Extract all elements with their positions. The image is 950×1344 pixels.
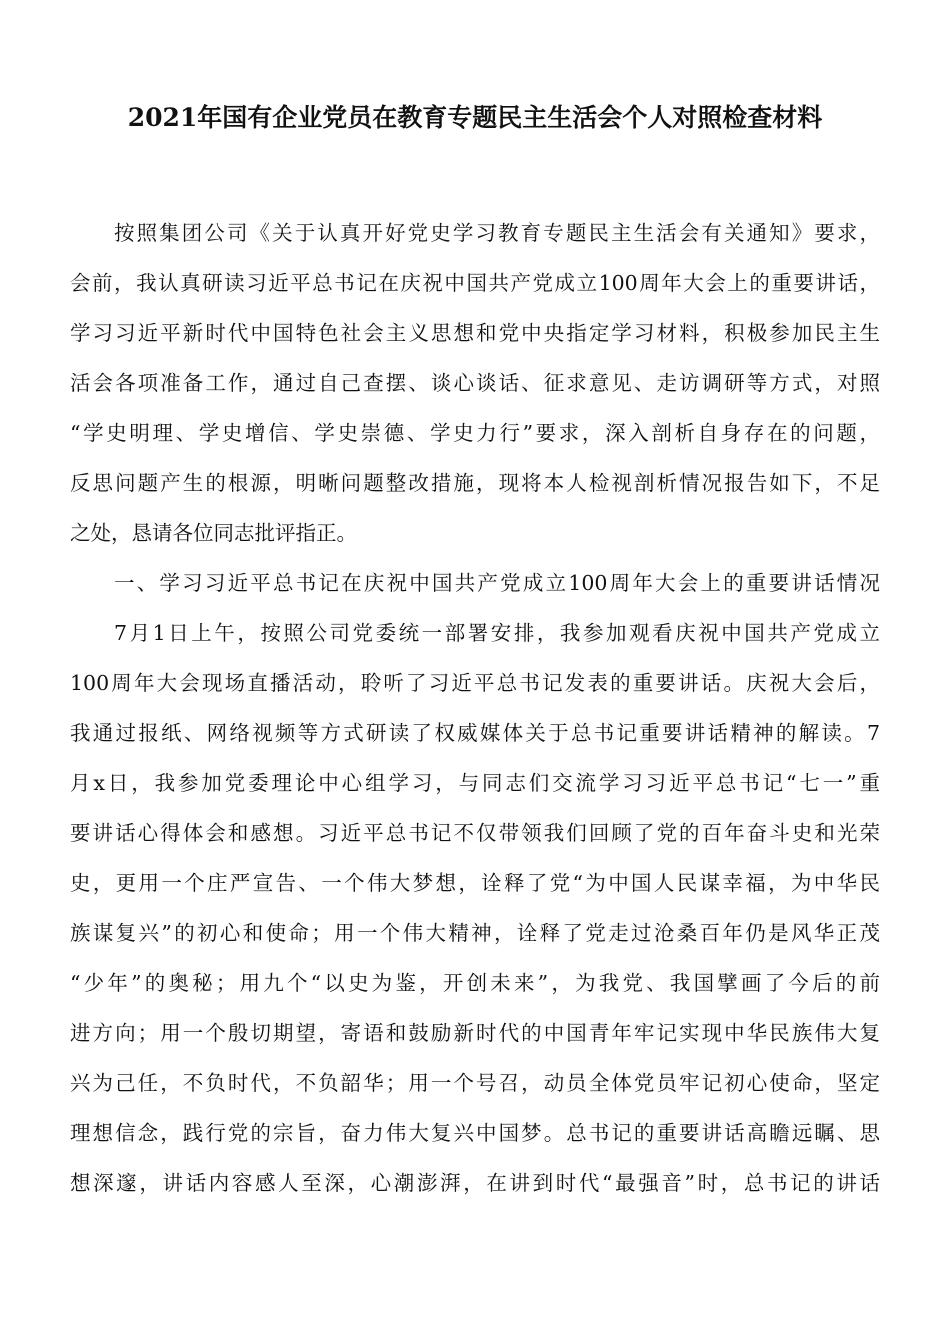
paragraph-line: 族谋复兴”的初心和使命；用一个伟大精神，诠释了党走过沧桑百年仍是风华正茂: [70, 921, 880, 945]
paragraph-line: 月x日，我参加党委理论中心组学习，与同志们交流学习习近平总书记“七一”重: [70, 771, 880, 795]
paragraph-line: 按照集团公司《关于认真开好党史学习教育专题民主生活会有关通知》要求，: [114, 221, 880, 245]
section-heading: 一、学习习近平总书记在庆祝中国共产党成立100周年大会上的重要讲话情况: [114, 571, 880, 595]
paragraph-line: 反思问题产生的根源，明晰问题整改措施，现将本人检视剖析情况报告如下，不足: [70, 471, 880, 495]
paragraph-line: 理想信念，践行党的宗旨，奋力伟大复兴中国梦。总书记的重要讲话高瞻远瞩、思: [70, 1121, 880, 1145]
paragraph-line: 史，更用一个庄严宣告、一个伟大梦想，诠释了党“为中国人民谋幸福，为中华民: [70, 871, 880, 895]
paragraph-line: 100周年大会现场直播活动，聆听了习近平总书记发表的重要讲话。庆祝大会后，: [70, 671, 880, 695]
paragraph-line: 想深邃，讲话内容感人至深，心潮澎湃，在讲到时代“最强音”时，总书记的讲话: [70, 1171, 880, 1195]
paragraph-line: 进方向；用一个殷切期望，寄语和鼓励新时代的中国青年牢记实现中华民族伟大复: [70, 1021, 880, 1045]
document-title: 2021年国有企业党员在教育专题民主生活会个人对照检查材料: [127, 103, 823, 132]
paragraph-line: 会前，我认真研读习近平总书记在庆祝中国共产党成立100周年大会上的重要讲话，: [70, 271, 880, 295]
paragraph-line: 要讲话心得体会和感想。习近平总书记不仅带领我们回顾了党的百年奋斗史和光荣: [70, 821, 880, 845]
paragraph-line: “学史明理、学史增信、学史崇德、学史力行”要求，深入剖析自身存在的问题，: [70, 421, 880, 445]
paragraph-line: 活会各项准备工作，通过自己查摆、谈心谈话、征求意见、走访调研等方式，对照: [70, 371, 880, 395]
paragraph-line: 学习习近平新时代中国特色社会主义思想和党中央指定学习材料，积极参加民主生: [70, 321, 880, 345]
paragraph-line: 7月1日上午，按照公司党委统一部署安排，我参加观看庆祝中国共产党成立: [114, 621, 880, 645]
paragraph-line: 之处，恳请各位同志批评指正。: [70, 521, 357, 545]
paragraph-line: 兴为己任，不负时代，不负韶华；用一个号召，动员全体党员牢记初心使命，坚定: [70, 1071, 880, 1095]
paragraph-line: “少年”的奥秘；用九个“以史为鉴，开创未来”，为我党、我国擘画了今后的前: [70, 971, 880, 995]
paragraph-line: 我通过报纸、网络视频等方式研读了权威媒体关于总书记重要讲话精神的解读。7: [70, 721, 880, 745]
